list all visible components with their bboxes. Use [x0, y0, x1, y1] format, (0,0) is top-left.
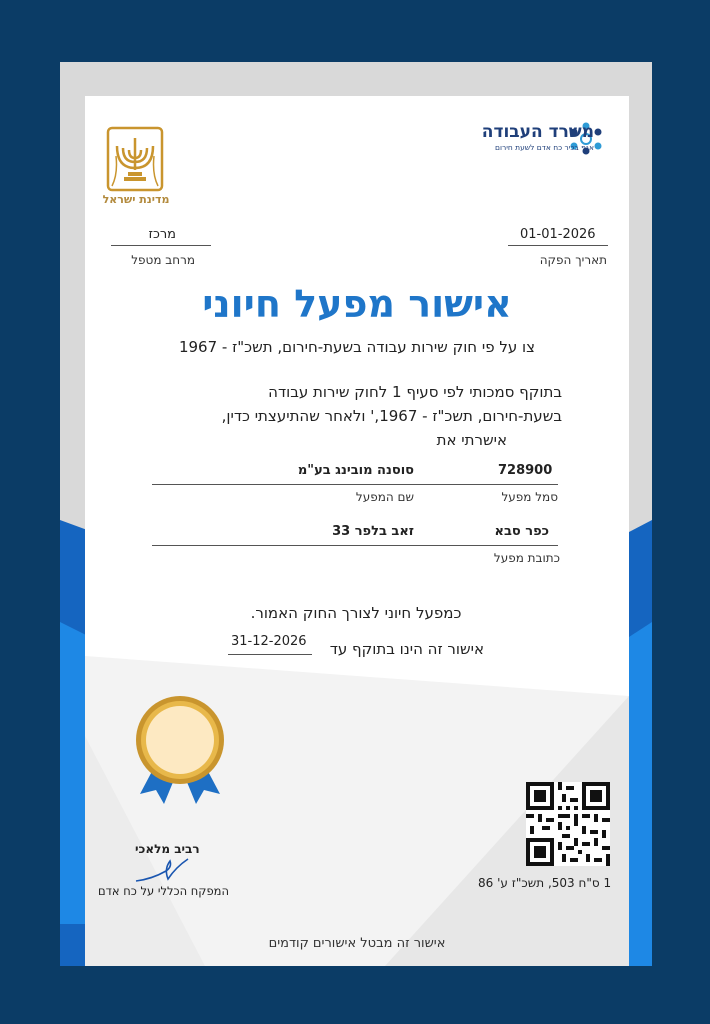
certificate-subtitle: צו על פי חוק שירות עבודה בשעת-חירום, תשכ"ז - 1967: [178, 338, 536, 356]
valid-until-date: 31-12-2026: [231, 634, 307, 649]
district-value: מרכז: [148, 227, 176, 242]
issue-date-value: 01-01-2026: [520, 227, 596, 242]
certificate-title: אישור מפעל חיוני: [202, 282, 512, 326]
paragraph-line-1: בתוקף סמכותי לפי סעיף 1 לחוק שירות עבודה: [268, 383, 562, 401]
signatory-name: רביב מלאכי: [135, 842, 200, 856]
footer-note: אישור זה מבטל אישורים קודמים: [268, 936, 446, 951]
street-value: זאב בלפר 33: [332, 524, 414, 539]
menorah-emblem-icon: [106, 126, 164, 192]
handwritten-signature: [132, 857, 192, 885]
address-label: כתובת מפעל: [493, 551, 560, 565]
signatory-role: המפקח הכללי על כח אדם: [98, 884, 229, 898]
factory-row-line: [152, 484, 558, 485]
ministry-subtitle: אגף בכיר כח אדם לשעת חירום: [494, 143, 594, 152]
district-line: [111, 245, 211, 246]
state-label: מדינת ישראל: [102, 193, 170, 206]
valid-until-line: [228, 654, 312, 655]
factory-name-label: שם המפעל: [355, 490, 414, 504]
address-row-line: [152, 545, 558, 546]
city-value: כפר סבא: [494, 524, 549, 539]
issue-date-label: תאריך הפקה: [539, 253, 607, 267]
ministry-name: משרד העבודה: [481, 122, 594, 142]
gold-medal-icon: [130, 690, 230, 810]
paragraph-line-3: אישרתי את: [436, 431, 507, 449]
factory-id-label: סמל מפעל: [501, 490, 558, 504]
factory-name-value: סוסנה מובינג בע"מ: [297, 463, 414, 478]
valid-until-text: אישור זה הינו בתוקף עד: [329, 640, 484, 658]
state-emblem: [106, 126, 164, 196]
essential-note: כמפעל חיוני לצורך החוק האמור.: [250, 604, 462, 622]
qr-code: [526, 782, 610, 866]
district-label: מרחב מטפל: [131, 253, 195, 267]
publication-reference: 1 ס"ח 503, תשכ"ז ע' 86: [478, 876, 612, 890]
authority-paragraph: [150, 380, 562, 452]
issue-date-line: [508, 245, 608, 246]
factory-id-value: 728900: [498, 463, 553, 478]
paragraph-line-2: בשעת-חירום, תשכ"ז - 1967,' ולאחר שהתיעצתי כדין,: [221, 407, 562, 425]
